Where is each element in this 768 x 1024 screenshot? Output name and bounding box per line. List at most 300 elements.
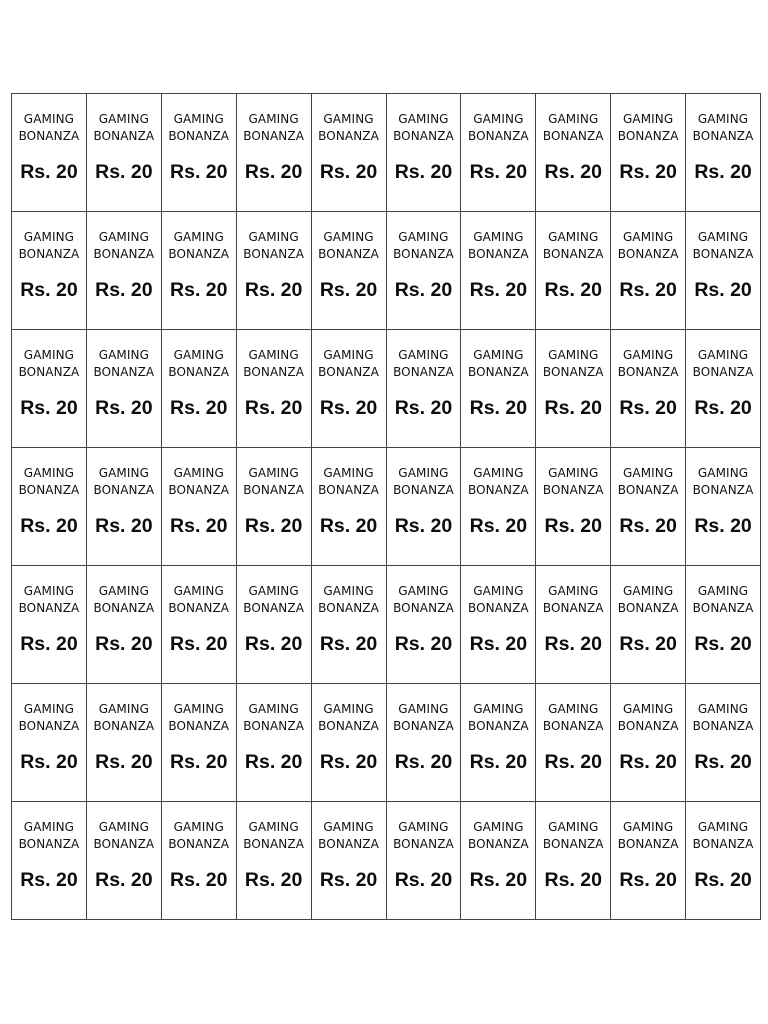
ticket-title-line1: GAMING [548,466,599,480]
ticket-price: Rs. 20 [20,751,78,773]
ticket [87,212,162,330]
ticket-title-line1: GAMING [622,466,674,480]
ticket [461,684,536,802]
ticket-title [543,229,604,263]
ticket-title-line2: BONANZA [617,483,679,497]
ticket-title-line2: BONANZA [617,365,679,379]
ticket-title [393,465,454,499]
ticket-title-line2: BONANZA [393,247,454,261]
ticket-price: Rs. 20 [544,515,602,537]
ticket-title-line1: GAMING [697,702,749,716]
ticket-title [243,111,304,145]
ticket [461,448,536,566]
ticket [312,802,387,920]
ticket-title [618,583,679,617]
ticket-title-line2: BONANZA [467,719,529,733]
ticket-title-line2: BONANZA [692,837,754,851]
ticket-price: Rs. 20 [544,161,602,183]
ticket [387,448,462,566]
ticket-title-line2: BONANZA [318,601,379,615]
ticket [461,212,536,330]
ticket-price: Rs. 20 [95,515,153,537]
ticket [87,802,162,920]
ticket-price: Rs. 20 [20,869,78,891]
ticket-title [693,819,754,853]
ticket-price: Rs. 20 [20,279,78,301]
ticket-title-line1: GAMING [323,348,374,362]
ticket [461,94,536,212]
ticket-title-line1: GAMING [622,348,674,362]
ticket-title-line2: BONANZA [318,247,379,261]
ticket-title-line2: BONANZA [692,483,754,497]
ticket-title [168,111,229,145]
ticket-title-line2: BONANZA [692,365,754,379]
ticket-title-line1: GAMING [697,112,749,126]
ticket [12,94,87,212]
ticket [162,94,237,212]
ticket-title-line2: BONANZA [318,483,379,497]
ticket [12,684,87,802]
ticket-title-line2: BONANZA [617,601,679,615]
ticket-title [393,229,454,263]
ticket-title-line2: BONANZA [18,365,80,379]
ticket-title-line1: GAMING [622,702,674,716]
ticket-title-line1: GAMING [248,820,299,834]
ticket-price: Rs. 20 [244,161,303,183]
ticket-title-line2: BONANZA [692,601,754,615]
ticket-title-line1: GAMING [173,820,224,834]
ticket-title [19,465,80,499]
ticket-title [693,583,754,617]
ticket-title [93,465,154,499]
ticket-price: Rs. 20 [244,279,303,301]
ticket-title [468,111,529,145]
ticket-title-line2: BONANZA [318,365,379,379]
ticket-title [393,347,454,381]
ticket [162,684,237,802]
ticket-title-line1: GAMING [398,348,449,362]
ticket-price: Rs. 20 [319,279,378,301]
ticket-title [468,819,529,853]
ticket [611,448,686,566]
ticket-title-line1: GAMING [23,702,75,716]
ticket [87,330,162,448]
ticket [536,448,611,566]
ticket-price: Rs. 20 [20,515,78,537]
ticket-title-line2: BONANZA [393,719,454,733]
ticket-title-line2: BONANZA [692,719,754,733]
ticket-title-line2: BONANZA [318,129,379,143]
ticket [162,212,237,330]
ticket-price: Rs. 20 [694,515,752,537]
ticket [87,94,162,212]
ticket-title-line1: GAMING [248,466,299,480]
ticket-title-line1: GAMING [548,820,599,834]
ticket [87,684,162,802]
ticket-title [393,111,454,145]
ticket-price: Rs. 20 [394,161,453,183]
ticket-title-line2: BONANZA [243,129,305,143]
ticket-title [168,819,229,853]
ticket-price: Rs. 20 [619,279,677,301]
ticket-title-line1: GAMING [248,702,299,716]
ticket-title-line2: BONANZA [467,483,529,497]
ticket [611,330,686,448]
ticket-title-line2: BONANZA [542,365,604,379]
ticket-title-line1: GAMING [98,230,149,244]
ticket-title-line2: BONANZA [93,247,155,261]
ticket [312,330,387,448]
ticket-title [693,701,754,735]
ticket-title [243,819,304,853]
ticket-title-line1: GAMING [473,348,524,362]
ticket-title [468,465,529,499]
ticket-price: Rs. 20 [244,515,303,537]
ticket-title-line2: BONANZA [617,247,679,261]
ticket [461,566,536,684]
ticket-title [318,819,379,853]
ticket [87,566,162,684]
ticket-title-line2: BONANZA [393,837,454,851]
ticket-price: Rs. 20 [170,633,228,655]
ticket-title-line1: GAMING [323,702,374,716]
ticket-title-line2: BONANZA [243,365,305,379]
ticket-title-line2: BONANZA [393,601,454,615]
ticket [162,330,237,448]
ticket-title [93,701,154,735]
ticket-title-line2: BONANZA [467,365,529,379]
ticket-title-line1: GAMING [23,112,75,126]
ticket-title-line2: BONANZA [318,837,379,851]
ticket-title-line2: BONANZA [18,247,80,261]
ticket-title-line2: BONANZA [467,129,529,143]
ticket-title-line1: GAMING [622,584,674,598]
ticket-title-line1: GAMING [248,230,299,244]
ticket-price: Rs. 20 [469,869,528,891]
ticket-title-line2: BONANZA [168,483,230,497]
ticket-title-line1: GAMING [473,584,524,598]
ticket-title [543,701,604,735]
ticket-title-line1: GAMING [473,112,524,126]
ticket-title [468,583,529,617]
ticket-title [318,229,379,263]
ticket-title [19,229,80,263]
ticket [611,94,686,212]
ticket-price: Rs. 20 [469,279,528,301]
ticket-title [168,701,229,735]
ticket-title-line1: GAMING [622,112,674,126]
ticket-price: Rs. 20 [394,515,453,537]
ticket-price: Rs. 20 [170,161,228,183]
ticket-price: Rs. 20 [394,633,453,655]
ticket [387,684,462,802]
ticket-title-line2: BONANZA [18,719,80,733]
ticket-title-line2: BONANZA [93,365,155,379]
ticket [312,684,387,802]
ticket-price: Rs. 20 [544,397,602,419]
ticket-title-line1: GAMING [697,348,749,362]
ticket-title-line2: BONANZA [617,719,679,733]
ticket-price: Rs. 20 [619,751,677,773]
ticket-price: Rs. 20 [20,397,78,419]
ticket-price: Rs. 20 [319,633,378,655]
ticket-title-line2: BONANZA [93,837,155,851]
ticket-title [243,347,304,381]
ticket-price: Rs. 20 [244,869,303,891]
ticket-title-line1: GAMING [173,466,224,480]
ticket-title-line1: GAMING [173,584,224,598]
ticket-price: Rs. 20 [544,869,602,891]
ticket [237,448,312,566]
ticket-price: Rs. 20 [694,633,752,655]
ticket-title-line2: BONANZA [393,129,454,143]
ticket [12,330,87,448]
ticket-title [93,111,154,145]
ticket-title-line2: BONANZA [168,129,230,143]
ticket-title-line1: GAMING [323,466,374,480]
ticket-title [19,819,80,853]
ticket-price: Rs. 20 [619,397,677,419]
ticket-title-line1: GAMING [548,230,599,244]
ticket [12,566,87,684]
ticket-title-line2: BONANZA [542,129,604,143]
ticket-title [243,583,304,617]
ticket-price: Rs. 20 [619,869,677,891]
ticket-price: Rs. 20 [469,633,528,655]
ticket [312,566,387,684]
ticket-title-line2: BONANZA [18,483,80,497]
ticket [536,802,611,920]
ticket-title-line2: BONANZA [542,247,604,261]
ticket-title-line1: GAMING [398,230,449,244]
ticket-title-line2: BONANZA [467,837,529,851]
ticket-title-line2: BONANZA [93,483,155,497]
ticket [162,566,237,684]
ticket-title [318,111,379,145]
ticket-price: Rs. 20 [544,751,602,773]
ticket-title-line2: BONANZA [542,601,604,615]
ticket-title-line1: GAMING [23,348,75,362]
ticket-sheet [11,93,761,920]
ticket-title-line1: GAMING [98,820,149,834]
ticket-price: Rs. 20 [694,869,752,891]
ticket-title-line2: BONANZA [243,247,305,261]
ticket-price: Rs. 20 [319,751,378,773]
ticket-title-line1: GAMING [473,702,524,716]
ticket-title-line2: BONANZA [542,483,604,497]
ticket-title-line1: GAMING [398,702,449,716]
ticket-price: Rs. 20 [95,161,153,183]
ticket [312,94,387,212]
ticket [536,330,611,448]
ticket [387,94,462,212]
ticket-title [19,347,80,381]
ticket-title-line2: BONANZA [393,483,454,497]
ticket-price: Rs. 20 [170,751,228,773]
ticket-title [618,347,679,381]
ticket-title-line2: BONANZA [542,719,604,733]
ticket-price: Rs. 20 [170,515,228,537]
ticket-title-line2: BONANZA [18,837,80,851]
ticket-title-line2: BONANZA [318,719,379,733]
ticket-price: Rs. 20 [319,869,378,891]
ticket-title-line2: BONANZA [692,247,754,261]
ticket-title-line2: BONANZA [393,365,454,379]
ticket-price: Rs. 20 [694,751,752,773]
ticket-price: Rs. 20 [20,161,78,183]
ticket [237,566,312,684]
ticket [237,212,312,330]
ticket [461,330,536,448]
ticket-title [318,347,379,381]
ticket-title [318,583,379,617]
ticket-title-line2: BONANZA [93,129,155,143]
ticket-title-line2: BONANZA [168,719,230,733]
ticket [312,448,387,566]
ticket [686,212,761,330]
ticket-price: Rs. 20 [394,869,453,891]
ticket-title [693,229,754,263]
ticket-title-line1: GAMING [173,112,224,126]
ticket-title [618,701,679,735]
ticket-price: Rs. 20 [469,515,528,537]
ticket-price: Rs. 20 [319,397,378,419]
ticket-title-line2: BONANZA [243,719,305,733]
ticket-title-line1: GAMING [248,112,299,126]
ticket-title-line2: BONANZA [168,601,230,615]
ticket-title-line2: BONANZA [243,601,305,615]
ticket-title-line1: GAMING [98,466,149,480]
ticket-title-line1: GAMING [323,230,374,244]
ticket-title-line2: BONANZA [617,837,679,851]
ticket-title [243,465,304,499]
ticket-title-line1: GAMING [173,702,224,716]
ticket-title-line2: BONANZA [243,837,305,851]
ticket-title [543,583,604,617]
ticket-price: Rs. 20 [244,751,303,773]
ticket-title [19,583,80,617]
ticket-title [168,583,229,617]
ticket [12,212,87,330]
ticket-title-line2: BONANZA [93,601,155,615]
ticket-price: Rs. 20 [619,161,677,183]
ticket [237,684,312,802]
ticket [536,94,611,212]
ticket-title-line1: GAMING [473,230,524,244]
ticket-title-line1: GAMING [98,702,149,716]
ticket-title [243,701,304,735]
ticket [237,802,312,920]
ticket-title-line1: GAMING [173,348,224,362]
ticket-title-line2: BONANZA [467,601,529,615]
ticket [461,802,536,920]
ticket-price: Rs. 20 [544,279,602,301]
ticket-title-line1: GAMING [548,584,599,598]
ticket-title-line1: GAMING [697,230,749,244]
ticket-title-line2: BONANZA [93,719,155,733]
ticket [686,330,761,448]
ticket-price: Rs. 20 [170,869,228,891]
ticket-price: Rs. 20 [95,279,153,301]
ticket-title [318,701,379,735]
ticket-title-line1: GAMING [323,112,374,126]
ticket-price: Rs. 20 [694,397,752,419]
ticket-price: Rs. 20 [244,397,303,419]
ticket-price: Rs. 20 [170,279,228,301]
ticket-price: Rs. 20 [469,751,528,773]
ticket-price: Rs. 20 [95,397,153,419]
ticket-title-line1: GAMING [398,820,449,834]
ticket-title [93,347,154,381]
ticket [387,330,462,448]
ticket-title-line1: GAMING [473,820,524,834]
ticket [611,802,686,920]
ticket [162,802,237,920]
ticket-title-line1: GAMING [398,466,449,480]
ticket [686,94,761,212]
ticket-title-line2: BONANZA [168,247,230,261]
ticket-title [168,347,229,381]
ticket-price: Rs. 20 [95,869,153,891]
ticket-price: Rs. 20 [394,751,453,773]
ticket-title [93,819,154,853]
ticket [611,566,686,684]
ticket-title [468,347,529,381]
ticket-price: Rs. 20 [694,279,752,301]
ticket [536,566,611,684]
ticket-title [318,465,379,499]
ticket [686,566,761,684]
ticket [686,802,761,920]
ticket-title [393,819,454,853]
ticket-title-line1: GAMING [98,348,149,362]
ticket-title-line2: BONANZA [168,837,230,851]
ticket-price: Rs. 20 [319,515,378,537]
ticket-title-line1: GAMING [548,348,599,362]
ticket-title [19,701,80,735]
ticket-title [468,701,529,735]
ticket [387,802,462,920]
ticket-title-line1: GAMING [23,230,75,244]
ticket-title-line2: BONANZA [467,247,529,261]
ticket-title-line1: GAMING [697,820,749,834]
ticket-title [618,465,679,499]
ticket [312,212,387,330]
ticket-title-line1: GAMING [23,466,75,480]
ticket [611,684,686,802]
ticket-title-line2: BONANZA [18,129,80,143]
ticket-title-line2: BONANZA [243,483,305,497]
ticket [536,212,611,330]
ticket-price: Rs. 20 [170,397,228,419]
ticket-title-line1: GAMING [398,112,449,126]
ticket-title-line1: GAMING [23,820,75,834]
ticket-title [543,819,604,853]
ticket-title [168,229,229,263]
ticket [87,448,162,566]
ticket-title [543,465,604,499]
ticket-title [93,229,154,263]
ticket-title [618,229,679,263]
ticket [12,802,87,920]
ticket [387,212,462,330]
ticket-title-line2: BONANZA [692,129,754,143]
ticket-price: Rs. 20 [544,633,602,655]
ticket-title [693,347,754,381]
ticket-title-line1: GAMING [548,702,599,716]
ticket-title [393,583,454,617]
ticket-price: Rs. 20 [694,161,752,183]
